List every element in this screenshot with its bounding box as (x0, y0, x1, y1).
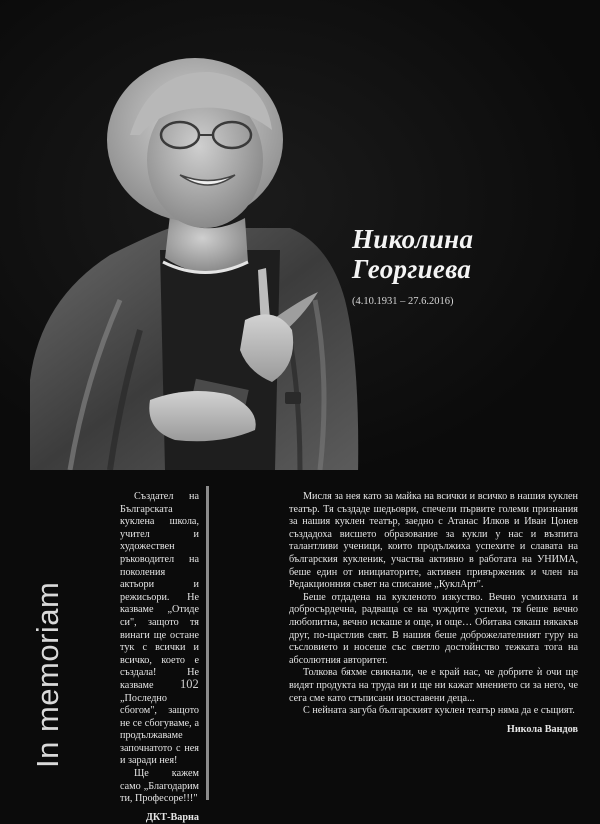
person-name-line2: Георгиева (352, 254, 472, 284)
left-text-column (120, 491, 199, 824)
right-text-column (289, 491, 578, 736)
right-paragraph: Мисля за нея като за майка на всички и всичко в нашия куклен театър. Тя създаде шедьоври, спечели първите големи признания за нашия куклен театър, заедно с Атанас Илков и Иван Цонев създадоха висшето образование за кукли у нас и възпита талантливи ученици, които продължиха успехите и славата на българския кукленик, участва активно в работата на УНИМА, беше един от инициаторите, активен привърженик и член на Редакционния съвет на списание „КуклАрт". (289, 491, 578, 591)
left-paragraph: Създател на Българската куклена школа, учител и художествен ръководител на поколения актьори и режисьори. Не казваме „Отиде си", защото тя винаги ще остане тук с всички и всичко, което е създала! Не казваме „Последно сбогом", защото не се сбогуваме, а продължаваме започнатото с нея и заради нея! (120, 491, 199, 767)
person-name-line1: Николина (352, 224, 474, 254)
left-paragraph: Ще кажем само „Благодарим ти, Професоре!!!" (120, 768, 199, 805)
right-paragraph: С нейната загуба българският куклен театър няма да е същият. (303, 705, 575, 717)
life-dates: (4.10.1931 – 27.6.2016) (352, 296, 454, 307)
right-signature: Никола Вандов (506, 723, 578, 735)
left-signature: ДКТ-Варна (145, 811, 199, 823)
right-paragraph: Беше отдадена на кукленото изкуство. Вечно усмихната и добросърдечна, радваща се на чуждите успехи, тя беше вечно любопитна, вечно искаше и още, и още… Обитава сякаш някакъв друг, по-щастлив свят. В нашия беше доброжелателният гуру на съсловието и носеше със светло достойнство тежката тога на абсолютния авторитет. (289, 591, 578, 666)
page-number: 102 (180, 677, 199, 691)
right-paragraph: Толкова бяхме свикнали, че е край нас, че добрите ѝ очи ще видят продукта на труда ни и ще ни кажат мнението си за него, че сега сме като стъписани изоставени деца... (289, 667, 578, 704)
section-label: In memoriam (30, 581, 65, 768)
vertical-rule (206, 486, 209, 800)
person-name (352, 224, 592, 284)
